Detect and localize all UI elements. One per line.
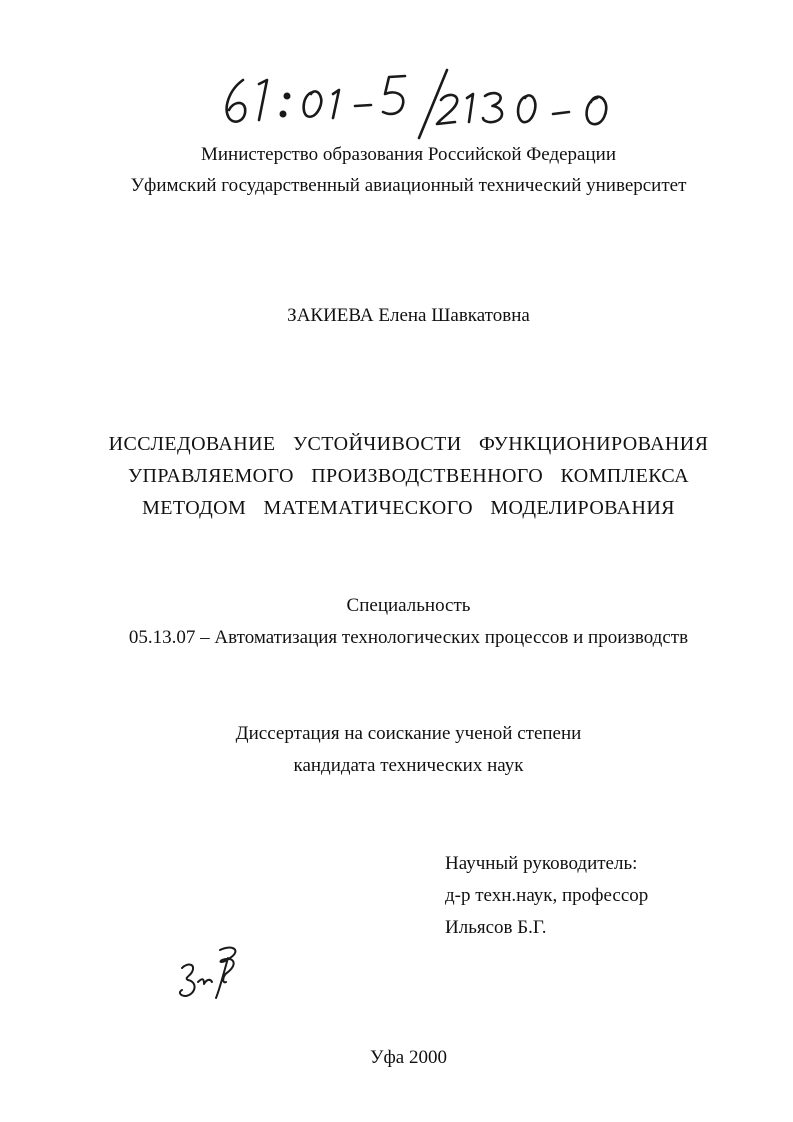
advisor-name: Ильясов Б.Г. — [445, 917, 547, 938]
dissertation-title-line-1: ИССЛЕДОВАНИЕ УСТОЙЧИВОСТИ ФУНКЦИОНИРОВАНИЯ — [108, 433, 709, 455]
degree-line-2: кандидата технических наук — [293, 755, 524, 776]
university-name: Уфимский государственный авиационный технический университет — [130, 175, 687, 196]
signature — [172, 938, 247, 1008]
specialty-label: Специальность — [346, 595, 471, 616]
dissertation-title-line-3: МЕТОДОМ МАТЕМАТИЧЕСКОГО МОДЕЛИРОВАНИЯ — [142, 497, 675, 519]
degree-line-1: Диссертация на соискание ученой степени — [235, 723, 582, 744]
city-year: Уфа 2000 — [370, 1047, 447, 1068]
specialty-value: 05.13.07 – Автоматизация технологических процессов и производств — [128, 627, 689, 648]
dissertation-title-line-2: УПРАВЛЯЕМОГО ПРОИЗВОДСТВЕННОГО КОМПЛЕКСА — [127, 465, 690, 487]
handwritten-archive-code — [215, 62, 625, 142]
ministry-name: Министерство образования Российской Федерации — [201, 144, 616, 165]
advisor-label: Научный руководитель: — [445, 853, 638, 874]
author-name: ЗАКИЕВА Елена Шавкатовна — [287, 305, 530, 326]
advisor-degree: д-р техн.наук, профессор — [445, 885, 649, 906]
